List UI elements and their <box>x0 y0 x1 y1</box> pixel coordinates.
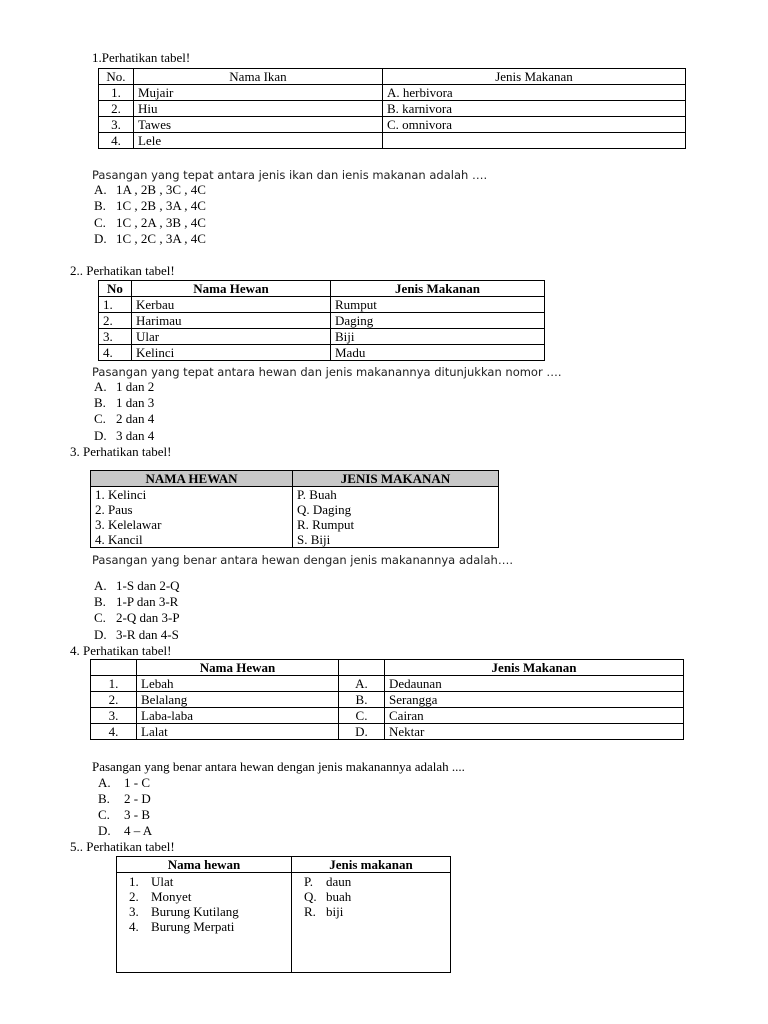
option-letter: A. <box>94 182 107 197</box>
option-letter: D. <box>94 231 107 246</box>
list-number: 2. <box>129 889 139 904</box>
q3-table <box>90 470 499 548</box>
cell-name: Kerbau <box>132 297 331 313</box>
list-text: buah <box>326 889 352 904</box>
cell-name: Harimau <box>132 313 331 329</box>
table-row <box>99 297 545 313</box>
cell-name: Ular <box>132 329 331 345</box>
table-header-row <box>99 69 686 85</box>
table-row <box>99 313 545 329</box>
header-cell: Nama Hewan <box>132 281 331 297</box>
q3-title: 3. Perhatikan tabel! <box>70 444 172 459</box>
header-cell: Nama Hewan <box>137 660 339 676</box>
cell-name: 4. Kancil <box>91 532 293 548</box>
option-text: 1C , 2A , 3B , 4C <box>116 215 206 230</box>
cell-no: 4. <box>99 133 134 149</box>
option-b <box>98 791 151 807</box>
option-text: 1C , 2B , 3A , 4C <box>116 198 206 213</box>
cell-name: 1. Kelinci <box>91 487 293 503</box>
cell-name: Lebah <box>137 676 339 692</box>
cell-food: Rumput <box>331 297 545 313</box>
cell-no: 4. <box>91 724 137 740</box>
cell-letter: A. <box>339 676 385 692</box>
option-letter: C. <box>94 610 106 625</box>
option-a <box>94 182 206 198</box>
option-letter: C. <box>94 411 106 426</box>
table-row <box>91 502 499 517</box>
table-row <box>91 532 499 548</box>
list-item <box>296 904 446 919</box>
foods-cell <box>292 873 451 973</box>
option-text: 1-P dan 3-R <box>116 594 179 609</box>
option-letter: D. <box>98 823 111 838</box>
header-cell: No. <box>99 69 134 85</box>
option-letter: B. <box>98 791 110 806</box>
cell-food: Q. Daging <box>293 502 499 517</box>
option-a <box>98 775 150 791</box>
list-text: Burung Merpati <box>151 919 235 934</box>
cell-no: 2. <box>99 101 134 117</box>
option-text: 3 - B <box>124 807 150 822</box>
cell-no: 2. <box>99 313 132 329</box>
option-letter: A. <box>94 578 107 593</box>
option-letter: C. <box>98 807 110 822</box>
cell-no: 2. <box>91 692 137 708</box>
option-text: 4 – A <box>124 823 153 838</box>
cell-letter: C. <box>339 708 385 724</box>
table-header-row <box>91 660 684 676</box>
list-text: Monyet <box>151 889 192 904</box>
cell-no: 1. <box>99 297 132 313</box>
table-row <box>99 101 686 117</box>
option-letter: A. <box>94 379 107 394</box>
list-item <box>296 874 446 889</box>
header-spacer <box>91 660 137 676</box>
header-cell: Nama Ikan <box>134 69 383 85</box>
q3-question: Pasangan yang benar antara hewan dengan jenis makanannya adalah…. <box>92 553 513 567</box>
animals-cell <box>117 873 292 973</box>
option-c <box>98 807 150 823</box>
option-letter: B. <box>94 594 106 609</box>
table-row <box>99 345 545 361</box>
header-cell: Jenis Makanan <box>331 281 545 297</box>
cell-no: 3. <box>91 708 137 724</box>
cell-name: 3. Kelelawar <box>91 517 293 532</box>
option-d <box>94 231 206 247</box>
cell-no: 3. <box>99 329 132 345</box>
list-text: Burung Kutilang <box>151 904 239 919</box>
option-letter: D. <box>94 428 107 443</box>
table-row <box>99 329 545 345</box>
list-letter: Q. <box>304 889 317 904</box>
option-text: 1 dan 2 <box>116 379 155 394</box>
table-row <box>99 117 686 133</box>
option-a <box>94 379 154 395</box>
table-row <box>91 676 684 692</box>
table-body-row <box>117 873 451 973</box>
cell-name: Kelinci <box>132 345 331 361</box>
option-d <box>94 428 154 444</box>
cell-food: Nektar <box>385 724 684 740</box>
list-item <box>296 889 446 904</box>
option-d <box>94 627 179 643</box>
cell-food: S. Biji <box>293 532 499 548</box>
header-cell: Jenis Makanan <box>385 660 684 676</box>
cell-food: Madu <box>331 345 545 361</box>
option-text: 2 dan 4 <box>116 411 155 426</box>
option-text: 1C , 2C , 3A , 4C <box>116 231 206 246</box>
q1-table <box>98 68 686 149</box>
option-letter: B. <box>94 198 106 213</box>
q1-title: 1.Perhatikan tabel! <box>92 50 191 65</box>
option-letter: A. <box>98 775 111 790</box>
cell-no: 3. <box>99 117 134 133</box>
option-letter: D. <box>94 627 107 642</box>
q2-question: Pasangan yang tepat antara hewan dan jenis makanannya ditunjukkan nomor …. <box>92 365 562 379</box>
header-cell: NAMA HEWAN <box>91 471 293 487</box>
option-d <box>98 823 152 839</box>
option-c <box>94 610 180 626</box>
cell-name: Laba-laba <box>137 708 339 724</box>
list-text: biji <box>326 904 344 919</box>
q2-title: 2.. Perhatikan tabel! <box>70 263 175 278</box>
option-text: 3-R dan 4-S <box>116 627 179 642</box>
q5-title: 5.. Perhatikan tabel! <box>70 839 175 854</box>
cell-food <box>383 133 686 149</box>
header-cell: JENIS MAKANAN <box>293 471 499 487</box>
table-header-row <box>117 857 451 873</box>
q4-table <box>90 659 684 740</box>
q1-question: Pasangan yang tepat antara jenis ikan dan ienis makanan adalah …. <box>92 168 488 182</box>
cell-food: Serangga <box>385 692 684 708</box>
cell-no: 4. <box>99 345 132 361</box>
list-text: daun <box>326 874 352 889</box>
cell-name: Tawes <box>134 117 383 133</box>
list-item <box>121 919 287 934</box>
cell-name: Lele <box>134 133 383 149</box>
table-row <box>99 133 686 149</box>
list-text: Ulat <box>151 874 174 889</box>
cell-name: Hiu <box>134 101 383 117</box>
list-letter: R. <box>304 904 316 919</box>
cell-letter: B. <box>339 692 385 708</box>
option-text: 3 dan 4 <box>116 428 155 443</box>
option-text: 2 - D <box>124 791 151 806</box>
table-row <box>91 692 684 708</box>
option-letter: C. <box>94 215 106 230</box>
option-text: 2-Q dan 3-P <box>116 610 180 625</box>
cell-name: Belalang <box>137 692 339 708</box>
list-number: 4. <box>129 919 139 934</box>
option-b <box>94 594 178 610</box>
option-letter: B. <box>94 395 106 410</box>
cell-food: P. Buah <box>293 487 499 503</box>
table-header-row <box>99 281 545 297</box>
option-c <box>94 215 206 231</box>
option-text: 1A , 2B , 3C , 4C <box>116 182 206 197</box>
list-item <box>121 889 287 904</box>
header-cell: No <box>99 281 132 297</box>
q2-table <box>98 280 545 361</box>
list-letter: P. <box>304 874 314 889</box>
header-cell: Jenis Makanan <box>383 69 686 85</box>
option-text: 1-S dan 2-Q <box>116 578 180 593</box>
option-b <box>94 395 154 411</box>
cell-food: Dedaunan <box>385 676 684 692</box>
cell-letter: D. <box>339 724 385 740</box>
list-item <box>121 874 287 889</box>
cell-food: Biji <box>331 329 545 345</box>
cell-food: Daging <box>331 313 545 329</box>
table-row <box>91 487 499 503</box>
cell-food: A. herbivora <box>383 85 686 101</box>
list-item <box>121 904 287 919</box>
cell-food: Cairan <box>385 708 684 724</box>
cell-no: 1. <box>99 85 134 101</box>
option-c <box>94 411 154 427</box>
q5-table <box>116 856 451 973</box>
table-row <box>91 708 684 724</box>
q4-question: Pasangan yang benar antara hewan dengan jenis makanannya adalah .... <box>92 759 465 774</box>
option-a <box>94 578 180 594</box>
option-text: 1 dan 3 <box>116 395 155 410</box>
header-spacer <box>339 660 385 676</box>
header-cell: Jenis makanan <box>292 857 451 873</box>
table-row <box>99 85 686 101</box>
header-cell: Nama hewan <box>117 857 292 873</box>
list-number: 3. <box>129 904 139 919</box>
q4-title: 4. Perhatikan tabel! <box>70 643 172 658</box>
cell-food: B. karnivora <box>383 101 686 117</box>
cell-name: Mujair <box>134 85 383 101</box>
option-b <box>94 198 206 214</box>
table-header-row <box>91 471 499 487</box>
cell-name: Lalat <box>137 724 339 740</box>
cell-food: R. Rumput <box>293 517 499 532</box>
table-row <box>91 517 499 532</box>
list-number: 1. <box>129 874 139 889</box>
table-row <box>91 724 684 740</box>
cell-food: C. omnivora <box>383 117 686 133</box>
cell-name: 2. Paus <box>91 502 293 517</box>
option-text: 1 - C <box>124 775 150 790</box>
cell-no: 1. <box>91 676 137 692</box>
